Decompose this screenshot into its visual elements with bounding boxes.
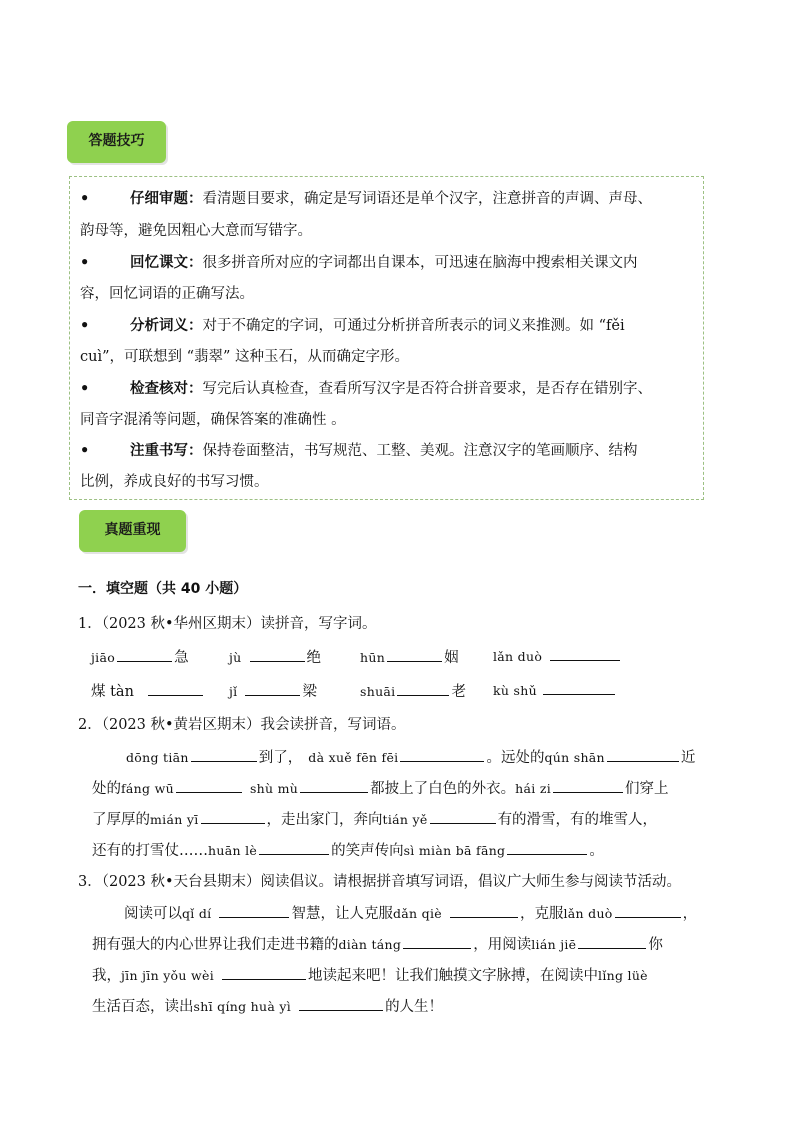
answer-blank[interactable] xyxy=(191,747,257,762)
pinyin: lián jiē xyxy=(531,937,577,952)
pinyin: 煤 tàn xyxy=(91,684,134,700)
text: 阅读可以 xyxy=(124,906,182,922)
tip-text: 对于不确定的字词，可通过分析拼音所表示的词义来推测。如 “fěi xyxy=(202,318,625,334)
pinyin: dōng tiān xyxy=(126,750,189,765)
text: 处的 xyxy=(92,781,121,797)
pinyin: qún shān xyxy=(544,750,605,765)
answer-blank[interactable] xyxy=(397,681,449,696)
text: 的笑声传向 xyxy=(331,843,404,859)
text: 智慧，让人克服 xyxy=(291,906,393,922)
tip-1-line-2 xyxy=(80,219,696,240)
pinyin: shuāi xyxy=(360,684,396,699)
pinyin: jǐ xyxy=(229,684,238,699)
answer-blank[interactable] xyxy=(507,840,587,855)
tip-5-line-2 xyxy=(80,470,696,491)
answer-blank[interactable] xyxy=(219,903,289,918)
tip-text: 容，回忆词语的正确写法。 xyxy=(80,286,254,302)
tip-text: 同音字混淆等问题，确保答案的准确性 。 xyxy=(80,412,346,428)
q2-line-4 xyxy=(92,839,604,860)
answer-blank[interactable] xyxy=(250,647,305,662)
q1-item-5 xyxy=(91,680,205,701)
text: 近 xyxy=(680,750,696,766)
tip-3-line-1 xyxy=(80,314,696,335)
text: 生活百态，读出 xyxy=(92,999,194,1015)
tip-title: 分析词义： xyxy=(130,318,203,334)
answer-blank[interactable] xyxy=(117,647,172,662)
tip-text: 看清题目要求，确定是写词语还是单个汉字，注意拼音的声调、声母、 xyxy=(202,191,652,207)
text: ，走出家门，奔向 xyxy=(266,812,383,828)
q2-line-2 xyxy=(92,777,669,798)
answer-blank[interactable] xyxy=(403,934,471,949)
pinyin: shù mù xyxy=(249,781,299,796)
answer-blank[interactable] xyxy=(578,934,646,949)
bullet: • xyxy=(80,190,90,207)
q3-line-4 xyxy=(92,995,443,1016)
pinyin: huān lè xyxy=(208,843,258,858)
answer-blank[interactable] xyxy=(550,646,620,661)
section-title: 一．填空题（共 40 小题） xyxy=(78,581,248,597)
q1-item-1 xyxy=(91,646,189,667)
tip-text: 韵母等，避免因粗心大意而写错字。 xyxy=(80,223,312,239)
bullet: • xyxy=(80,442,90,459)
tip-2-line-2 xyxy=(80,282,696,303)
text: 到了， xyxy=(258,750,303,766)
pinyin: hūn xyxy=(360,650,386,665)
real-questions-tag: 真题重现 xyxy=(79,510,186,552)
pinyin: lǎn duò xyxy=(493,649,543,664)
text: 你 xyxy=(648,937,663,953)
pinyin: lǎn duò xyxy=(563,906,613,921)
answer-blank[interactable] xyxy=(553,778,623,793)
pinyin: mián yī xyxy=(150,812,199,827)
pinyin: hái zi xyxy=(515,781,552,796)
tip-4-line-2 xyxy=(80,408,696,429)
q3-line-1 xyxy=(124,902,697,923)
char: 急 xyxy=(174,650,189,666)
question-2-stem: 2．（2023 秋•黄岩区期末）我会读拼音，写词语。 xyxy=(78,717,406,733)
tip-3-line-2 xyxy=(80,345,696,366)
pinyin: fáng wū xyxy=(121,781,174,796)
pinyin: jīn jīn yǒu wèi xyxy=(121,968,215,983)
bullet: • xyxy=(80,380,90,397)
char: 老 xyxy=(451,684,466,700)
tip-text: 很多拼音所对应的字词都出自课本，可迅速在脑海中搜索相关课文内 xyxy=(202,255,638,271)
answer-blank[interactable] xyxy=(245,681,300,696)
tip-text: 写完后认真检查，查看所写汉字是否符合拼音要求，是否存在错别字、 xyxy=(202,381,652,397)
q2-line-3 xyxy=(92,808,657,829)
pinyin: qǐ dí xyxy=(182,906,212,921)
q1-item-4 xyxy=(493,646,622,665)
tip-2-line-1 xyxy=(80,251,696,272)
char: 绝 xyxy=(306,650,322,666)
pinyin: lǐng lüè xyxy=(598,968,648,983)
text: ，克服 xyxy=(519,906,564,922)
text: 有的滑雪，有的堆雪人， xyxy=(497,812,658,828)
text: 了厚厚的 xyxy=(92,812,150,828)
answer-blank[interactable] xyxy=(387,647,442,662)
bullet: • xyxy=(80,254,90,271)
tip-title: 仔细审题： xyxy=(130,191,203,207)
tip-text: cuì”，可联想到 “翡翠” 这种玉石，从而确定字形。 xyxy=(80,349,410,365)
question-1-stem: 1．（2023 秋•华州区期末）读拼音，写字词。 xyxy=(78,616,377,632)
answer-blank[interactable] xyxy=(299,996,383,1011)
bullet: • xyxy=(80,317,90,334)
tip-title: 注重书写： xyxy=(130,443,203,459)
text: 地读起来吧！让我们触摸文字脉搏，在阅读中 xyxy=(308,968,599,984)
tip-1-line-1 xyxy=(80,187,696,208)
text: 还有的打雪仗…… xyxy=(92,843,208,859)
answer-blank[interactable] xyxy=(300,778,368,793)
answer-blank[interactable] xyxy=(259,840,329,855)
text: 的人生！ xyxy=(385,999,444,1015)
tip-text: 保持卷面整洁，书写规范、工整、美观。注意汉字的笔画顺序、结构 xyxy=(202,443,638,459)
answer-blank[interactable] xyxy=(400,747,484,762)
answer-blank[interactable] xyxy=(450,903,518,918)
pinyin: diàn táng xyxy=(338,937,402,952)
pinyin: dà xuě fēn fēi xyxy=(308,750,399,765)
tip-4-line-1 xyxy=(80,377,696,398)
answer-blank[interactable] xyxy=(176,778,242,793)
answer-blank[interactable] xyxy=(430,809,496,824)
text: 都披上了白色的外衣。 xyxy=(370,781,516,797)
pinyin: jù xyxy=(229,650,242,665)
text: 。 xyxy=(589,843,604,859)
text: 。远处的 xyxy=(486,750,545,766)
q3-line-2 xyxy=(92,933,663,954)
tip-text: 比例，养成良好的书写习惯。 xyxy=(80,474,269,490)
q1-item-2 xyxy=(229,646,321,667)
answer-blank[interactable] xyxy=(615,903,681,918)
question-3-stem: 3．（2023 秋•天台县期末）阅读倡议。请根据拼音填写词语，倡议广大师生参与阅读节活动。 xyxy=(78,874,682,890)
q2-line-1 xyxy=(126,746,695,767)
answer-blank[interactable] xyxy=(607,747,679,762)
q1-item-3 xyxy=(360,646,459,667)
text: 们穿上 xyxy=(625,781,669,797)
tip-title: 回忆课文： xyxy=(130,255,203,271)
q1-item-6 xyxy=(229,680,317,701)
pinyin: jiāo xyxy=(91,650,116,665)
pinyin: sì miàn bā fāng xyxy=(403,843,506,858)
char: 姻 xyxy=(444,650,459,666)
q1-item-8 xyxy=(493,680,617,699)
pinyin: tián yě xyxy=(382,812,428,827)
pinyin: kù shǔ xyxy=(493,683,537,698)
text: 拥有强大的内心世界让我们走进书籍的 xyxy=(92,937,339,953)
answer-blank[interactable] xyxy=(201,809,265,824)
q1-item-7 xyxy=(360,680,466,701)
q3-line-3 xyxy=(92,964,648,985)
text: ， xyxy=(682,906,698,922)
text: 我， xyxy=(92,968,121,984)
char: 梁 xyxy=(302,684,317,700)
answer-blank[interactable] xyxy=(543,680,615,695)
text: ，用阅读 xyxy=(473,937,532,953)
tips-tag: 答题技巧 xyxy=(67,121,166,163)
tip-title: 检查核对： xyxy=(130,381,203,397)
pinyin: shī qíng huà yì xyxy=(193,999,292,1014)
tip-5-line-1 xyxy=(80,439,696,460)
answer-blank[interactable] xyxy=(222,965,306,980)
answer-blank[interactable] xyxy=(148,681,203,696)
pinyin: dǎn qiè xyxy=(392,906,442,921)
